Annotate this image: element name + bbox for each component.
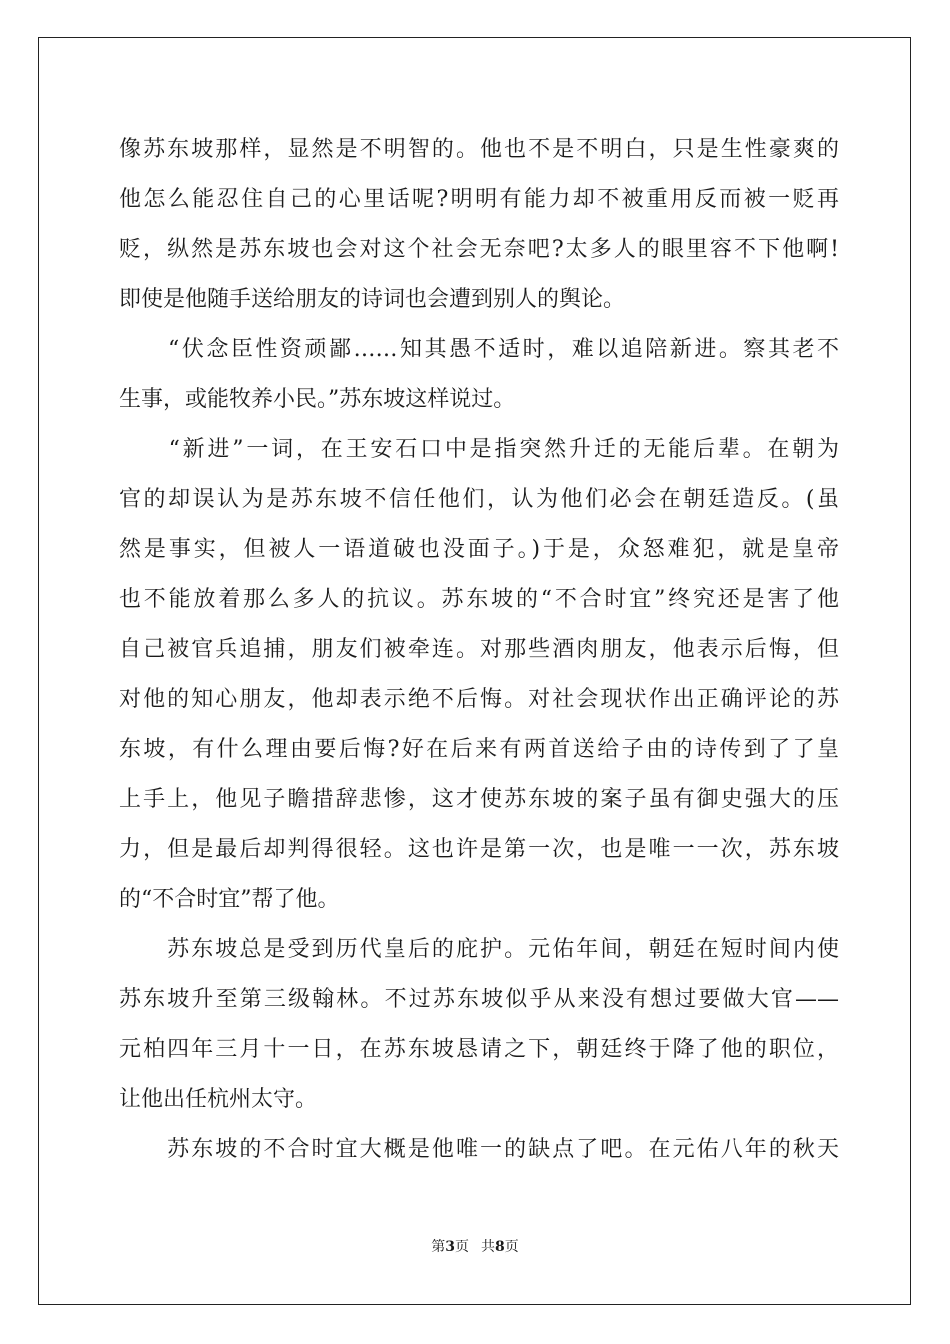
text-line: 贬，纵然是苏东坡也会对这个社会无奈吧?太多人的眼里容不下他啊!: [119, 237, 839, 262]
text-line: 东坡，有什么理由要后悔?好在后来有两首送给子由的诗传到了了皇: [119, 737, 839, 762]
text-line: 自己被官兵追捕，朋友们被牵连。对那些酒肉朋友，他表示后悔，但: [119, 637, 839, 662]
text-line: 让他出任杭州太守。: [119, 1087, 318, 1112]
footer-total-prefix: 共: [481, 1239, 495, 1255]
text-line: 他怎么能忍住自己的心里话呢?明明有能力却不被重用反而被一贬再: [119, 187, 839, 212]
text-line: 即使是他随手送给朋友的诗词也会遭到别人的舆论。: [119, 287, 626, 312]
text-line: 生事，或能牧养小民。”苏东坡这样说过。: [119, 387, 516, 412]
total-page-count: 8: [495, 1239, 505, 1255]
footer-total-suffix: 页: [504, 1239, 519, 1255]
text-line: “新进”一词，在王安石口中是指突然升迁的无能后辈。在朝为: [119, 437, 839, 462]
current-page-number: 3: [445, 1239, 455, 1255]
text-line: 官的却误认为是苏东坡不信任他们，认为他们必会在朝廷造反。(虽: [119, 487, 839, 512]
text-line: 力，但是最后却判得很轻。这也许是第一次，也是唯一一次，苏东坡: [119, 837, 839, 862]
text-line: 也不能放着那么多人的抗议。苏东坡的“不合时宜”终究还是害了他: [119, 587, 839, 612]
text-line: 的“不合时宜”帮了他。: [119, 887, 340, 912]
text-line: 然是事实，但被人一语道破也没面子。)于是，众怒难犯，就是皇帝: [119, 537, 839, 562]
text-line: 苏东坡的不合时宜大概是他唯一的缺点了吧。在元佑八年的秋天: [119, 1137, 839, 1162]
text-line: 对他的知心朋友，他却表示绝不后悔。对社会现状作出正确评论的苏: [119, 687, 839, 712]
text-line: 苏东坡总是受到历代皇后的庇护。元佑年间，朝廷在短时间内使: [119, 937, 839, 962]
text-line: 元柏四年三月十一日，在苏东坡恳请之下，朝廷终于降了他的职位，: [119, 1037, 839, 1062]
page-footer: [0, 1236, 950, 1256]
footer-prefix: 第: [431, 1239, 446, 1255]
text-line: 像苏东坡那样，显然是不明智的。他也不是不明白，只是生性豪爽的: [119, 137, 839, 162]
text-line: “伏念臣性资顽鄙……知其愚不适时，难以追陪新进。察其老不: [119, 337, 839, 362]
text-line: 上手上，他见子瞻措辞悲惨，这才使苏东坡的案子虽有御史强大的压: [119, 787, 839, 812]
footer-page-suffix: 页: [455, 1239, 469, 1255]
text-line: 苏东坡升至第三级翰林。不过苏东坡似乎从来没有想过要做大官——: [119, 987, 839, 1012]
